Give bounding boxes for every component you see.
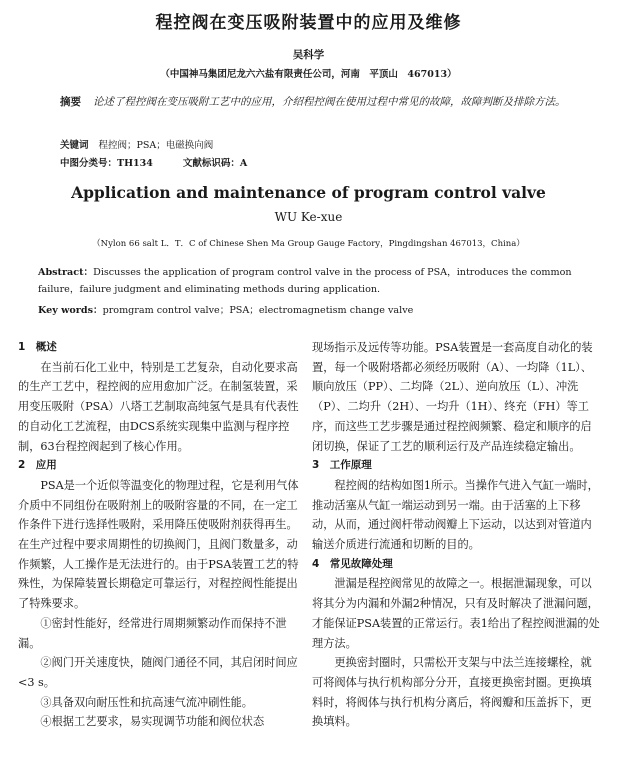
- english-keywords-label: Key words：: [38, 305, 103, 316]
- section-heading: 1 概述: [18, 341, 57, 353]
- english-abstract-label: Abstract：: [38, 267, 94, 278]
- paragraph: ③具备双向耐压性和抗高速气流冲刷性能。: [40, 695, 253, 709]
- english-abstract-text: Discusses the application of program control valve in the process of PSA，introduces the common failure，failure judgment and eliminating methods during application.: [38, 267, 572, 295]
- classification-number: 中图分类号：TH134: [60, 158, 153, 169]
- document-code: 文献标识码：A: [182, 158, 248, 169]
- english-title: Application and maintenance of program control valve: [71, 183, 546, 202]
- paragraph: ②阀门开关速度快，随阀门通径不同，其启闭时间应<3 s。: [18, 656, 298, 689]
- abstract-cn-text: 论述了程控阀在变压吸附工艺中的应用，介绍程控阀在使用过程中常见的故障，故障判断及排除方法。: [93, 96, 566, 108]
- english-author: WU Ke-xue: [274, 210, 343, 224]
- abstract-cn-label: 摘要: [60, 96, 81, 108]
- paragraph: 程控阀的结构如图1所示。当操作气进入气缸一端时，推动活塞从气缸一端运动到另一端。由于活塞的上下移动，从而，通过阀杆带动阀瓣上下运动，以达到对管道内输送介质进行流通和切断的目的。: [312, 478, 599, 552]
- english-affiliation: （Nylon 66 salt L．T．C of Chinese Shen Ma Group Gauge Factory，Pingdingshan 467013，China）: [92, 239, 525, 249]
- paragraph-continued: 现场指示及远传等功能。PSA装置是一套高度自动化的装置，每一个吸附塔都必须经历吸附（A）、一均降（1L）、顺向放压（PP）、二均降（2L）、逆向放压（L）、冲洗（P）、二均升（2H）、一均升（1H）、终充（FH）等工序，而这些工艺步骤是通过程控阀频繁、稳定和顺序的启闭切换，保证了工艺的顺利运行及产品连续稳定输出。: [312, 341, 593, 453]
- paragraph: 更换密封圈时，只需松开支架与中法兰连接螺栓，就可将阀体与执行机构部分分开，直接更换密封圈。更换填料时，将阀体与执行机构分离后，将阀瓣和压盖拆下，更换填料。: [312, 656, 592, 729]
- keywords-cn-label: 关键词: [60, 140, 89, 151]
- paragraph: 在当前石化工业中，特别是工艺复杂，自动化要求高的生产工艺中，程控阀的应用愈加广泛。在制氢装置，采用变压吸附（PSA）八塔工艺制取高纯氢气是具有代表性的自动化工艺流程，由DCS系统实现集中监测与程序控制，63台程控阀起到了核心作用。: [18, 360, 299, 453]
- paper-title: 程控阀在变压吸附装置中的应用及维修: [155, 13, 462, 33]
- paragraph: 泄漏是程控阀常见的故障之一。根据泄漏现象，可以将其分为内漏和外漏2种情况，只有及时解决了泄漏问题，才能保证PSA装置的正常运行。表1给出了程控阀泄漏的处理方法。: [312, 577, 600, 650]
- affiliation: （中国神马集团尼龙六六盐有限责任公司，河南 平顶山 467013）: [160, 69, 457, 80]
- keywords-cn: [60, 137, 213, 151]
- section-heading: 4 常见故障处理: [312, 557, 393, 570]
- section-heading: 2 应用: [18, 459, 57, 472]
- right-column: [312, 338, 600, 732]
- english-keywords-value: promgram control valve；PSA；electromagnetism change valve: [102, 305, 414, 316]
- section-heading: 3 工作原理: [312, 459, 372, 472]
- english-keywords: [38, 302, 583, 316]
- paragraph: ①密封性能好，经常进行周期频繁动作而保持不泄漏。: [18, 616, 287, 650]
- left-column: [18, 338, 300, 732]
- classification: [60, 155, 247, 169]
- paragraph: ④根据工艺要求，易实现调节功能和阀位状态: [40, 715, 265, 729]
- paragraph: PSA是一个近似等温变化的物理过程，它是利用气体介质中不同组份在吸附剂上的吸附容量的不同，在一定工作条件下进行选择性吸附，采用降压使吸附剂获得再生。在生产过程中要求周期性的切换阀门，且阀门数量多，动作频繁，人工操作是无法进行的。由于PSA装置工艺的特殊性，为保障装置长期稳定可靠运行，对程控阀性能提出了特殊要求。: [18, 478, 299, 611]
- keywords-cn-value: 程控阀；PSA；电磁换向阀: [98, 140, 214, 151]
- english-abstract: [38, 264, 583, 298]
- author: 吴科学: [292, 49, 325, 61]
- abstract-cn: [40, 92, 580, 113]
